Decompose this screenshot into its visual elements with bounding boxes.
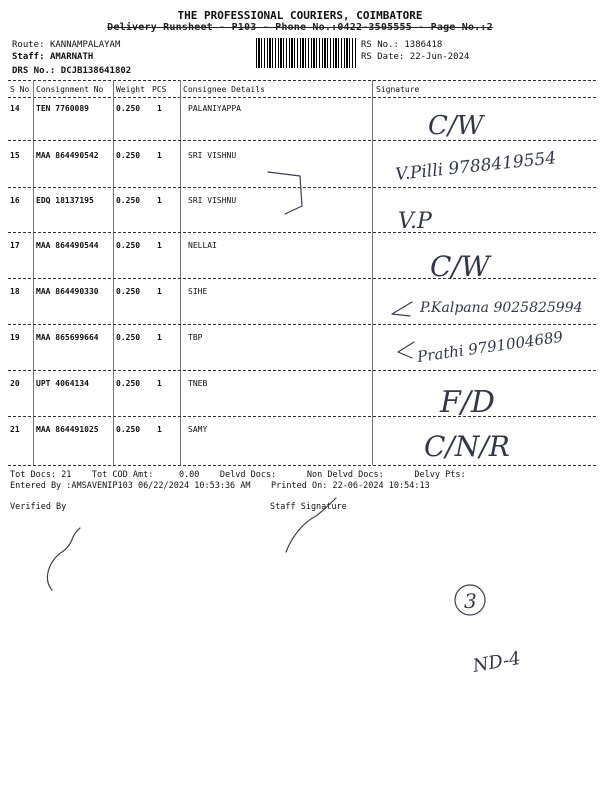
row-pcs: 1 [157,196,162,205]
tick-mark [392,302,412,316]
row-sno: 20 [10,379,20,388]
tot-docs-value: 21 [61,470,72,480]
page-circle-number: 3 [464,589,477,613]
row-consignment: TEN 7760089 [36,104,89,113]
col-consignment: Consignment No [36,85,104,94]
row-weight: 0.250 [116,425,141,434]
printed-on-value: 22-06-2024 10:54:13 [332,481,430,491]
row-consignment: MAA 864490544 [36,241,99,250]
row20-signature: F/D [440,385,495,420]
row19-signature: Prathi 9791004689 [416,327,565,366]
col-sno: S No [10,85,30,94]
row-pcs: 1 [157,241,162,250]
drs-label: DRS No.: [12,66,56,76]
staff-label: Staff: [12,52,45,62]
tick-mark [398,342,414,358]
row-consignee: SAMY [188,425,208,434]
row-pcs: 1 [157,425,162,434]
col-consignee: Consignee Details [183,85,265,94]
tot-cod-label: Tot COD Amt: [91,470,154,480]
row-pcs: 1 [157,287,162,296]
row-pcs: 1 [157,379,162,388]
tot-cod-value: 0.00 [178,470,200,480]
row-pcs: 1 [157,104,162,113]
row-weight: 0.250 [116,333,141,342]
row-weight: 0.250 [116,151,141,160]
rs-no-value: 1386418 [404,40,443,50]
nd-annotation: ND-4 [471,647,523,677]
rs-no-label: RS No.: [361,40,399,50]
col-pcs: PCS [152,85,167,94]
non-delvd-docs-label: Non Delvd Docs: [306,470,384,480]
row-consignee: NELLAI [188,241,217,250]
row14-signature: C/W [428,111,484,141]
delvy-pts-label: Delvy Pts: [414,470,466,480]
route-value: KANNAMPALAYAM [49,40,121,50]
row-consignee: SRI VISHNU [188,196,237,205]
route-label: Route: [12,40,45,50]
row21-signature: C/N/R [424,430,510,463]
row-pcs: 1 [157,333,162,342]
row-consignee: TNEB [188,379,208,388]
document-title: THE PROFESSIONAL COURIERS, COIMBATORE [177,9,423,22]
staff-value: AMARNATH [49,52,94,62]
runsheet-subtitle: Delivery Runsheet - P103 - Phone No.:0422-3505555 - Page No.:2 [107,22,493,33]
row-weight: 0.250 [116,241,141,250]
row-pcs: 1 [157,151,162,160]
verified-by-signature [47,528,80,590]
rs-date-label: RS Date: [361,52,405,62]
col-signature: Signature [376,85,420,94]
row-sno: 16 [10,196,20,205]
row-consignment: MAA 864490542 [36,151,99,160]
row-weight: 0.250 [116,104,141,113]
staff-signature-label: Staff Signature [270,502,347,512]
row17-signature: C/W [430,250,490,283]
row-consignment: UPT 4064134 [36,379,89,388]
row-consignee: SRI VISHNU [188,151,237,160]
entered-by-label: Entered By : [10,481,72,491]
row-sno: 15 [10,151,20,160]
row-consignment: MAA 864491025 [36,425,99,434]
row-sno: 19 [10,333,20,342]
row16-signature: V.P [398,209,432,234]
row18-signature: P.Kalpana 9025825994 [420,300,583,316]
bracket-mark [268,172,302,214]
row-sno: 17 [10,241,20,250]
row-weight: 0.250 [116,379,141,388]
row-consignment: MAA 865699664 [36,333,99,342]
row-consignee: TBP [188,333,203,342]
staff-signature [286,498,336,552]
row-weight: 0.250 [116,287,141,296]
row-consignment: EDQ 18137195 [36,196,94,205]
row-consignee: PALANIYAPPA [188,104,241,113]
row15-signature: V.Pilli 9788419554 [394,148,558,185]
drs-value: DCJB138641802 [60,66,132,76]
row-sno: 21 [10,425,20,434]
col-weight: Weight [116,85,145,94]
row-weight: 0.250 [116,196,141,205]
rs-date-value: 22-Jun-2024 [409,52,470,62]
delvd-docs-label: Delvd Docs: [219,470,277,480]
row-consignment: MAA 864490330 [36,287,99,296]
row-consignee: SIHE [188,287,208,296]
row-sno: 18 [10,287,20,296]
entered-by-value: AMSAVENIP103 06/22/2024 10:53:36 AM [71,481,251,491]
verified-by-label: Verified By [10,502,67,512]
row-sno: 14 [10,104,20,113]
tot-docs-label: Tot Docs: [10,470,57,480]
printed-on-label: Printed On: [271,481,328,491]
